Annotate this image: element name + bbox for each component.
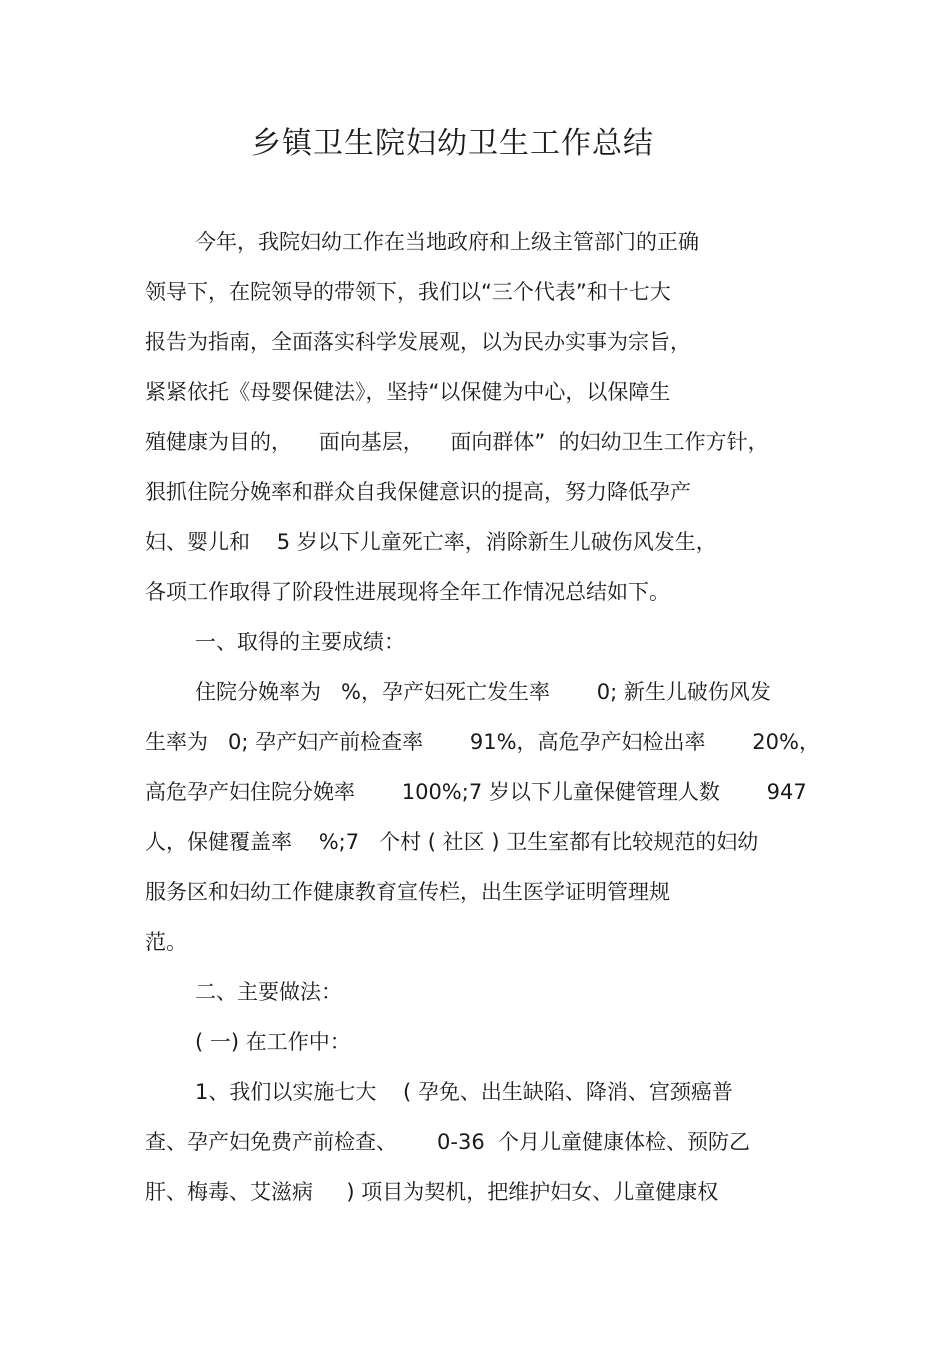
paragraph-line: 狠抓住院分娩率和群众自我保健意识的提高，努力降低孕产: [145, 480, 691, 504]
paragraph-line: 服务区和妇幼工作健康教育宣传栏，出生医学证明管理规: [145, 880, 670, 904]
paragraph-line: 查、孕产妇免费产前检查、 0-36 个月儿童健康体检、预防乙: [145, 1130, 751, 1154]
paragraph-line: 1、我们以实施七大 ( 孕免、出生缺陷、降消、宫颈癌普: [195, 1080, 733, 1104]
paragraph-line: 高危孕产妇住院分娩率 100%;7 岁以下儿童保健管理人数 947: [145, 780, 807, 804]
paragraph-line: 范。: [145, 930, 187, 954]
subsection-heading: ( 一) 在工作中：: [195, 1030, 351, 1054]
document-title: 乡镇卫生院妇幼卫生工作总结: [251, 126, 654, 161]
paragraph-line: 妇、婴儿和 5 岁以下儿童死亡率，消除新生儿破伤风发生，: [145, 530, 717, 554]
paragraph-line: 领导下，在院领导的带领下，我们以“三个代表”和十七大: [145, 280, 671, 304]
paragraph-line: 殖健康为目的， 面向基层， 面向群体” 的妇幼卫生工作方针，: [145, 430, 769, 454]
paragraph-line: 生率为 0; 孕产妇产前检查率 91%，高危孕产妇检出率 20%，: [145, 730, 820, 754]
paragraph-line: 各项工作取得了阶段性进展现将全年工作情况总结如下。: [145, 580, 670, 604]
paragraph-line: 今年，我院妇幼工作在当地政府和上级主管部门的正确: [195, 230, 699, 254]
paragraph-line: 肝、梅毒、艾滋病 ) 项目为契机，把维护妇女、儿童健康权: [145, 1180, 719, 1204]
section-heading: 二、主要做法：: [195, 980, 342, 1004]
section-heading: 一、取得的主要成绩：: [195, 630, 405, 654]
paragraph-line: 人，保健覆盖率 %;7 个村 ( 社区 ) 卫生室都有比较规范的妇幼: [145, 830, 759, 854]
paragraph-line: 住院分娩率为 %，孕产妇死亡发生率 0; 新生儿破伤风发: [195, 680, 771, 704]
paragraph-line: 报告为指南，全面落实科学发展观，以为民办实事为宗旨，: [145, 330, 691, 354]
paragraph-line: 紧紧依托《母婴保健法》，坚持“以保健为中心，以保障生: [145, 380, 671, 404]
